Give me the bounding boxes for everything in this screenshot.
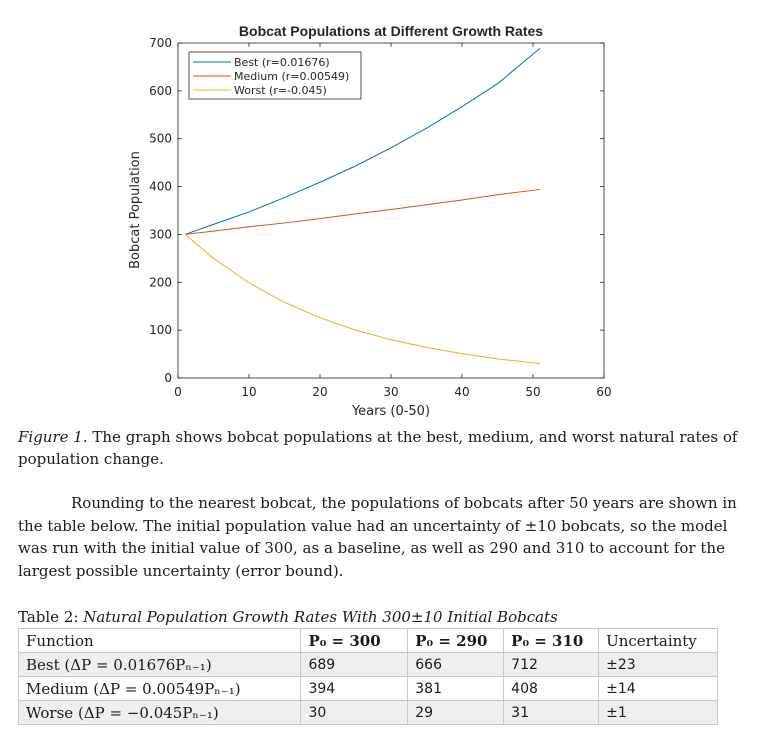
- figure-caption-text: The graph shows bobcat populations at the best, medium, and worst natural rates of population change.: [18, 428, 738, 468]
- x-tick-label: 10: [241, 385, 257, 399]
- y-tick-label: 400: [149, 179, 172, 194]
- results-table: [18, 628, 718, 725]
- y-axis-label: Bobcat Population: [128, 151, 143, 269]
- cell-p310: 31: [504, 701, 599, 725]
- body-paragraph: Rounding to the nearest bobcat, the populations of bobcats after 50 years are shown in the table below. The initial population value had an uncertainty of ±10 bobcats, so the model was run with the initial value of 300, as a baseline, as well as 290 and 310 to account for the largest possible uncertainty (error bound).: [18, 494, 737, 580]
- y-tick-label: 600: [149, 83, 172, 98]
- x-tick-label: 60: [596, 385, 612, 399]
- table-caption-title: Natural Population Growth Rates With 300±10 Initial Bobcats: [83, 608, 558, 626]
- cell-p310: 712: [504, 653, 599, 677]
- table-caption: [18, 607, 738, 627]
- x-tick-label: 40: [454, 385, 470, 399]
- x-axis-label: Years (0-50): [351, 404, 431, 419]
- cell-p290: 381: [408, 677, 504, 701]
- x-tick-label: 0: [174, 385, 182, 399]
- table-row: [19, 653, 718, 677]
- legend: [189, 52, 361, 99]
- header-uncertainty: Uncertainty: [599, 629, 718, 653]
- y-tick-label: 300: [149, 227, 172, 242]
- table-caption-label: Table 2:: [18, 608, 84, 626]
- table-row: [19, 677, 718, 701]
- header-p0-300: P₀ = 300: [301, 629, 408, 653]
- cell-function: Best (ΔP = 0.01676Pₙ₋₁): [19, 653, 301, 677]
- y-tick-label: 700: [149, 36, 172, 50]
- y-tick-label: 0: [164, 371, 172, 385]
- cell-p290: 666: [408, 653, 504, 677]
- y-tick-label: 500: [149, 131, 172, 146]
- cell-p300: 394: [301, 677, 408, 701]
- header-p0-310: P₀ = 310: [504, 629, 599, 653]
- cell-function: Medium (ΔP = 0.00549Pₙ₋₁): [19, 677, 301, 701]
- cell-uncertainty: ±1: [599, 701, 718, 725]
- cell-p290: 29: [408, 701, 504, 725]
- legend-label: Worst (r=-0.045): [234, 84, 327, 97]
- cell-uncertainty: ±23: [599, 653, 718, 677]
- x-tick-label: 20: [312, 385, 328, 399]
- header-p0-290: P₀ = 290: [408, 629, 504, 653]
- cell-p300: 689: [301, 653, 408, 677]
- cell-p300: 30: [301, 701, 408, 725]
- legend-label: Best (r=0.01676): [234, 56, 330, 69]
- x-tick-label: 30: [383, 385, 399, 399]
- cell-function: Worse (ΔP = −0.045Pₙ₋₁): [19, 701, 301, 725]
- y-tick-label: 200: [149, 275, 172, 290]
- x-tick-label: 50: [525, 385, 541, 399]
- legend-label: Medium (r=0.00549): [234, 70, 350, 83]
- cell-p310: 408: [504, 677, 599, 701]
- figure-caption: [18, 426, 738, 470]
- header-function: Function: [19, 629, 301, 653]
- cell-uncertainty: ±14: [599, 677, 718, 701]
- y-tick-label: 100: [149, 323, 172, 338]
- chart-title: Bobcat Populations at Different Growth Rates: [238, 23, 544, 39]
- table-header-row: [19, 629, 718, 653]
- figure-caption-label: Figure 1.: [18, 428, 88, 446]
- table-row: [19, 701, 718, 725]
